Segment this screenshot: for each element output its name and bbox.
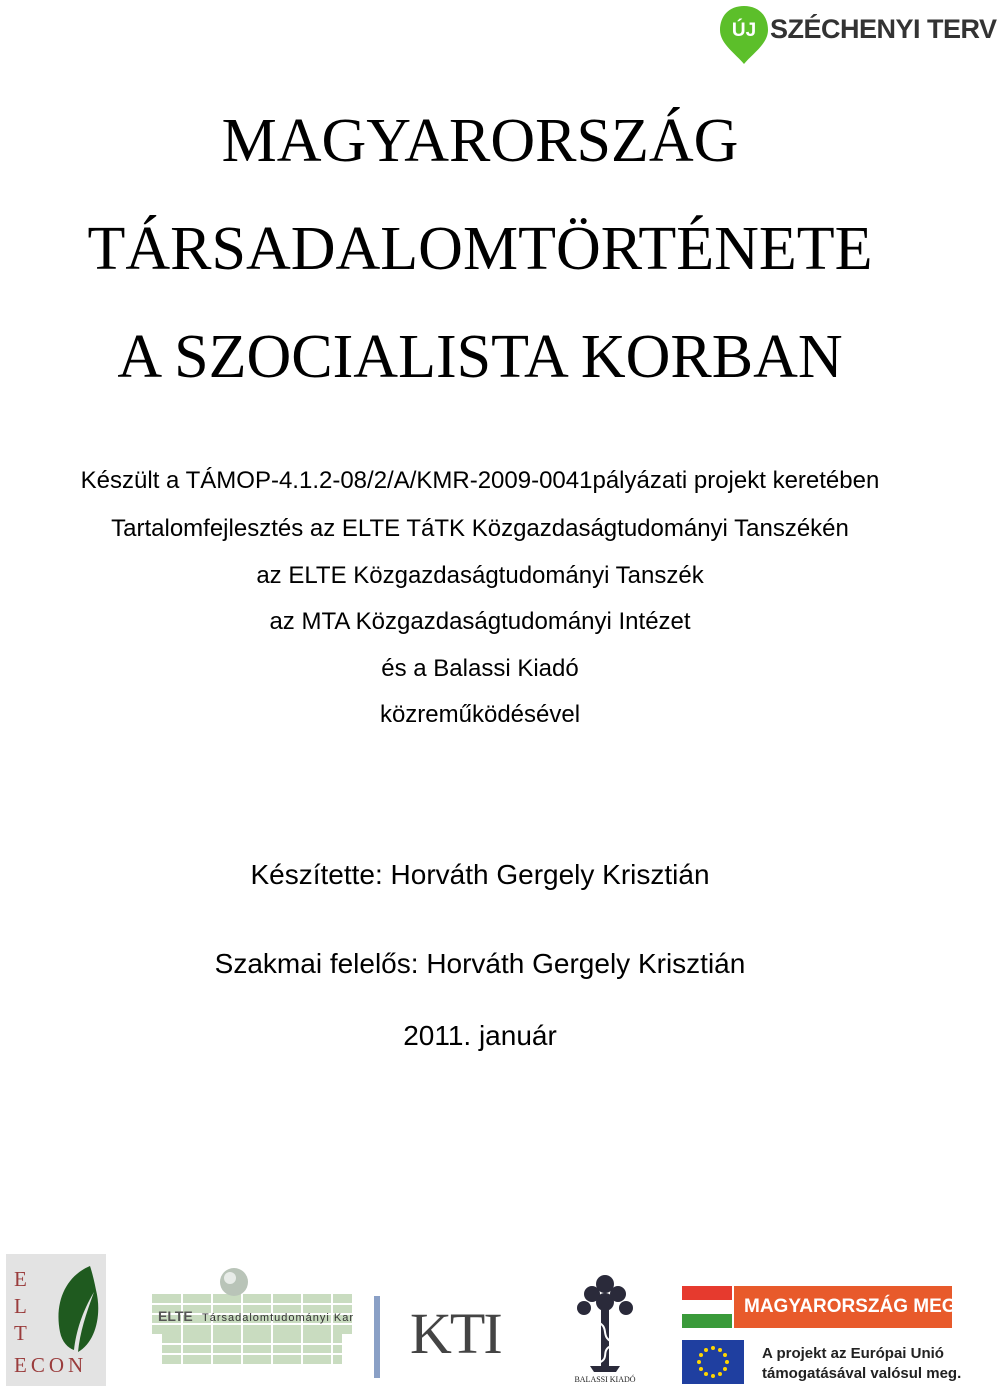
title-line-2: TÁRSADALOMTÖRTÉNETE	[87, 215, 873, 283]
eu-support-text	[762, 1344, 961, 1384]
magyarorszag-megujul-logo	[682, 1284, 1006, 1388]
megujul-text: MAGYARORSZÁG MEGÚJUL	[744, 1296, 1006, 1317]
szechenyi-terv-logo	[708, 0, 997, 78]
elte-econ-letters: E L T	[14, 1267, 27, 1345]
body-line-balassi: és a Balassi Kiadó	[381, 655, 579, 682]
elte-econ-logo	[6, 1254, 106, 1386]
eu-flag-icon	[682, 1340, 744, 1384]
logo-pin-text: ÚJ	[731, 20, 757, 41]
date-line: 2011. január	[403, 1020, 557, 1051]
tatk-label: Társadalomtudományi Kar	[202, 1312, 355, 1324]
body-line-elte-department: az ELTE Közgazdaságtudományi Tanszék	[256, 562, 704, 589]
balassi-caption: BALASSI KIADÓ	[574, 1375, 636, 1384]
tree-icon	[570, 1270, 640, 1374]
tatk-elte-text: ELTE	[158, 1308, 193, 1324]
title-line-1: MAGYARORSZÁG	[221, 107, 739, 175]
body-line-project: Készült a TÁMOP-4.1.2-08/2/A/KMR-2009-0041pályázati projekt keretében	[80, 467, 880, 494]
kti-bar	[374, 1296, 380, 1378]
eu-support-line-2: támogatásával valósul meg.	[762, 1365, 962, 1382]
author-line: Készítette: Horváth Gergely Krisztián	[250, 859, 710, 890]
body-line-content-development: Tartalomfejlesztés az ELTE TáTK Közgazdaságtudományi Tanszékén	[111, 515, 849, 542]
kti-text: KTI	[410, 1301, 501, 1366]
hungarian-flag-icon	[682, 1286, 732, 1328]
kti-logo	[374, 1296, 564, 1378]
logo-brand-text: SZÉCHENYI TERV	[770, 14, 997, 44]
title-line-3: A SZOCIALISTA KORBAN	[117, 323, 843, 391]
elte-econ-bottom: ECON	[14, 1353, 88, 1377]
body-line-mta-institute: az MTA Közgazdaságtudományi Intézet	[269, 608, 691, 635]
eu-support-line-1: A projekt az Európai Unió	[762, 1345, 944, 1362]
balassi-logo	[570, 1270, 640, 1388]
leaf-icon	[46, 1262, 104, 1354]
responsible-line: Szakmai felelős: Horváth Gergely Krisztián	[214, 948, 746, 979]
body-line-cooperation: közreműködésével	[379, 701, 581, 728]
elte-tatk-logo	[122, 1266, 356, 1378]
